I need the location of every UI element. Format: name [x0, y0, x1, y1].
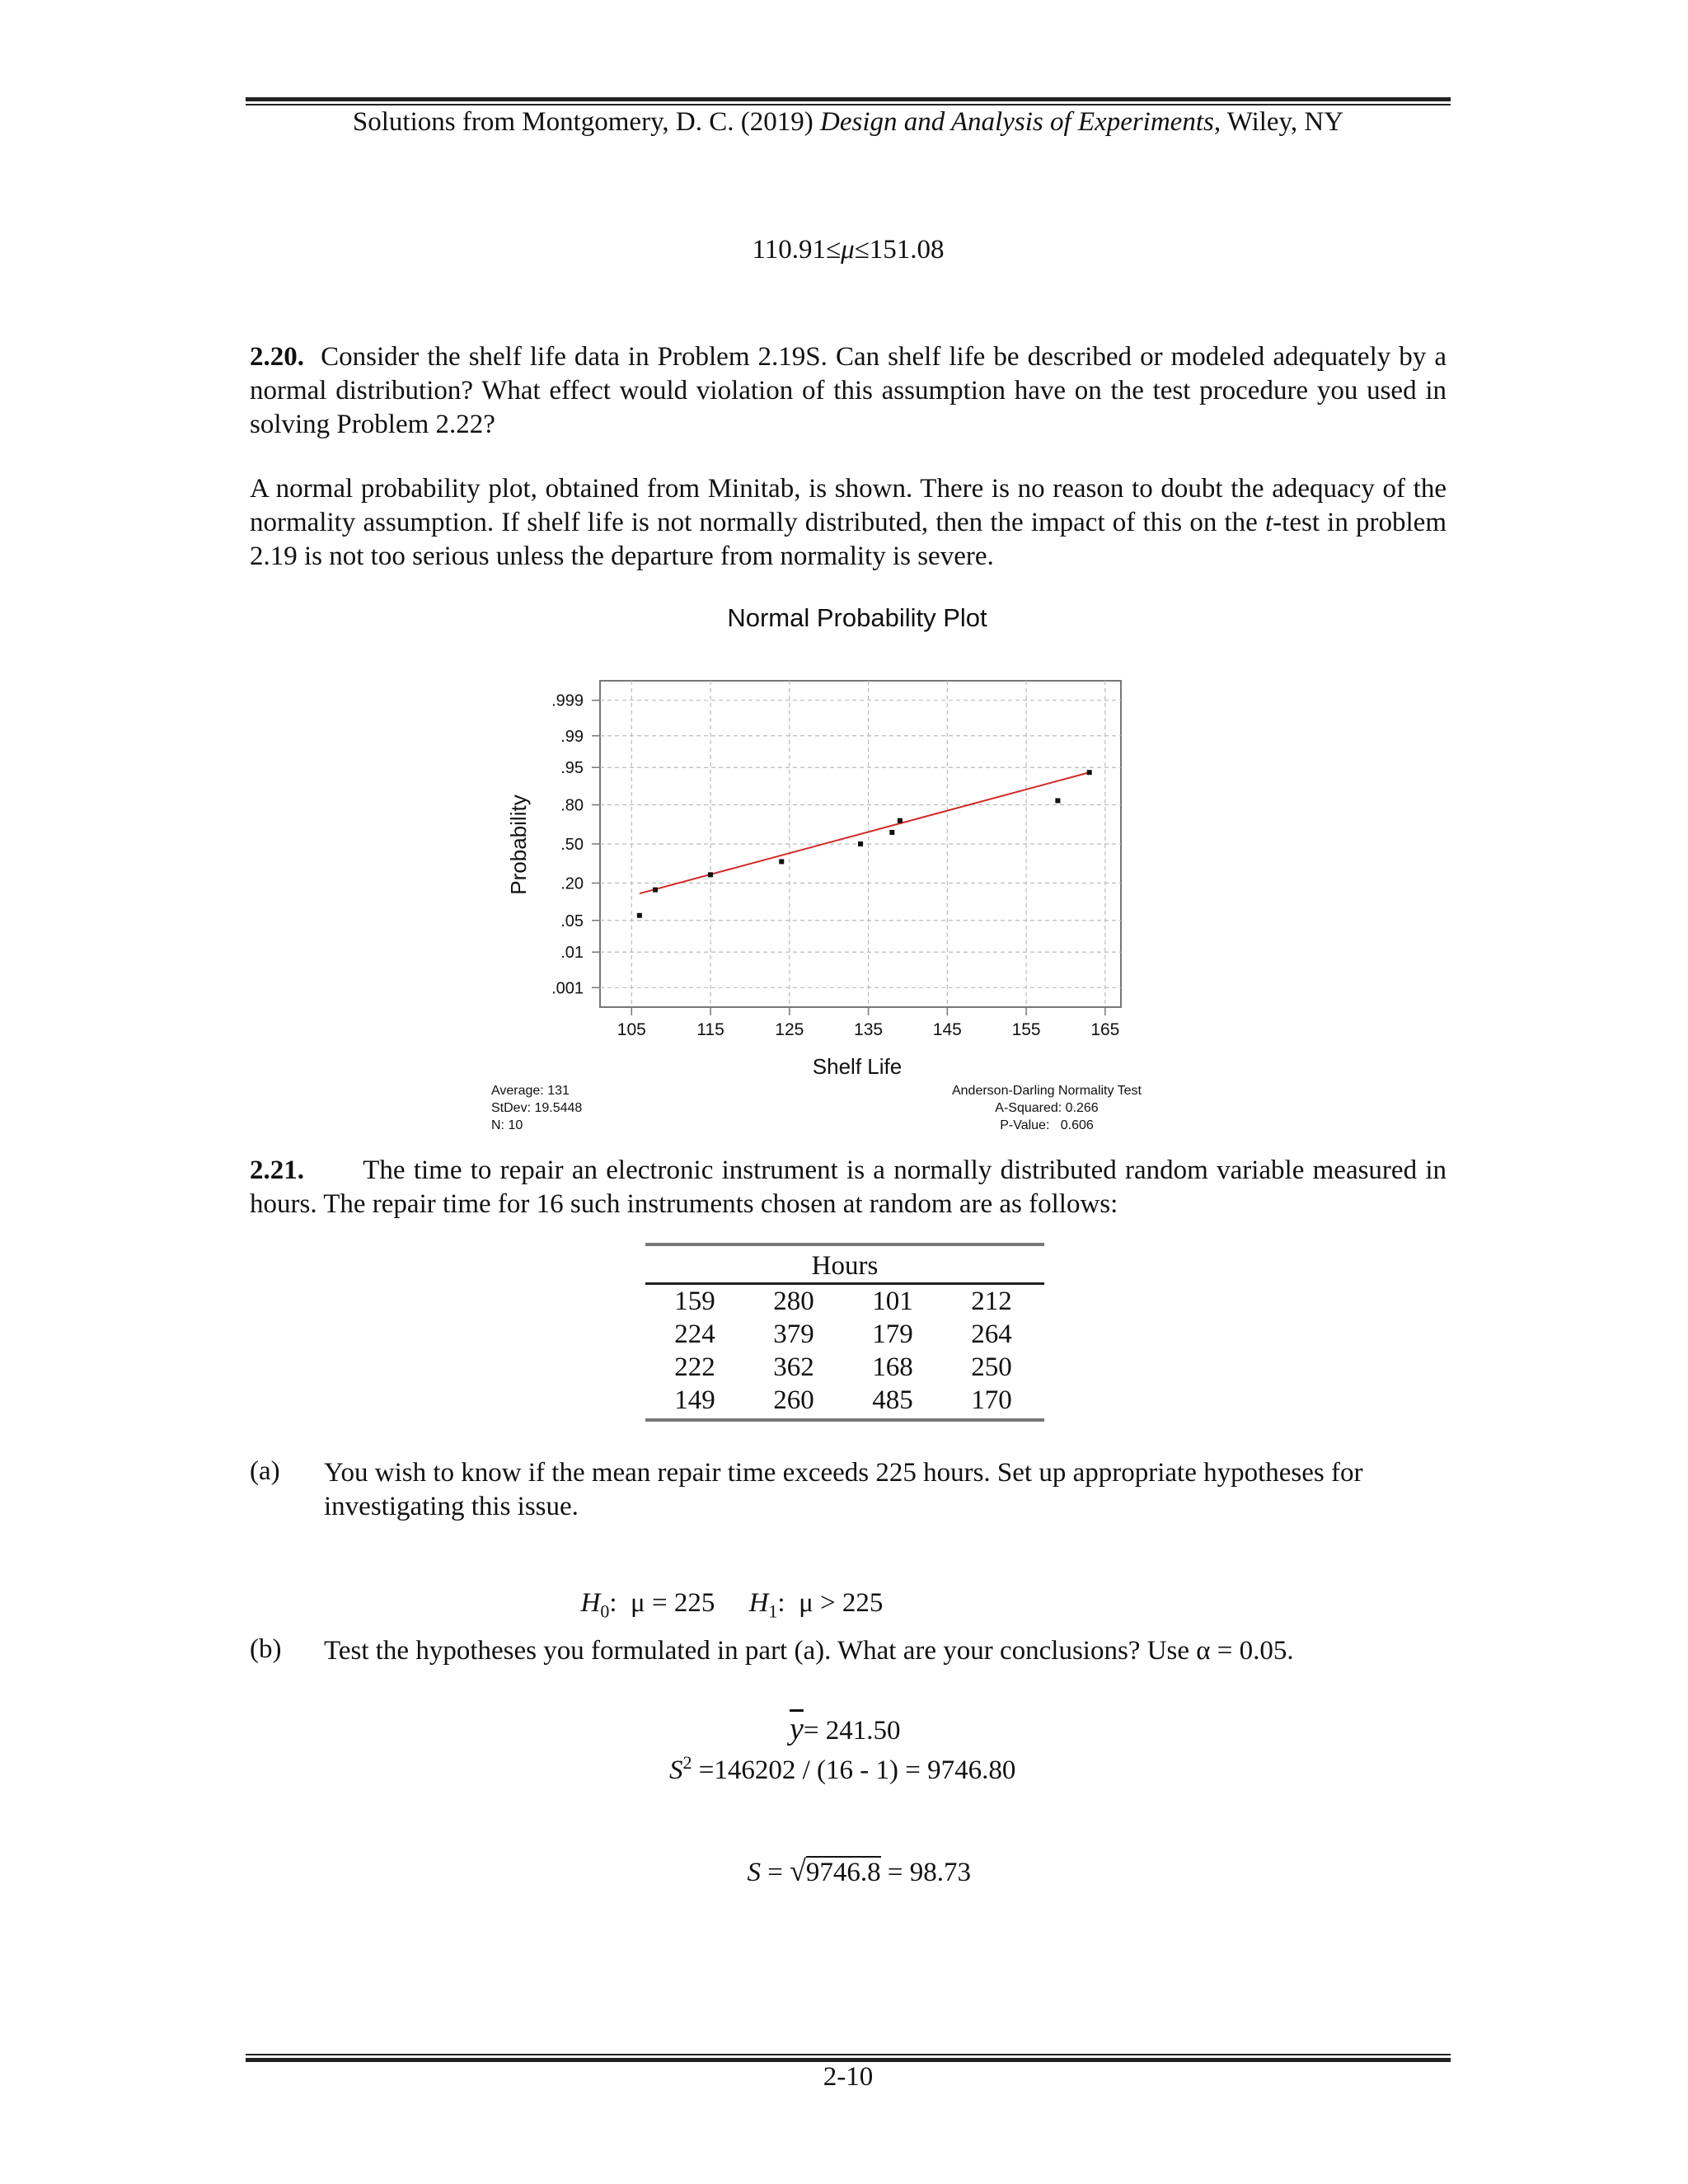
part-b-label: (b) — [250, 1634, 282, 1664]
answer-text-1: A normal probability plot, obtained from Minitab, is shown. There is no reason to doubt the adequacy of the normality assumption. If shelf life is not normally distributed, then the impact of this on the — [250, 474, 1447, 537]
hypotheses — [567, 1558, 883, 1623]
y-tick-label: .05 — [560, 912, 584, 930]
s-symbol: S — [747, 1858, 761, 1887]
h0-rest: : μ = 225 — [609, 1588, 715, 1618]
le-symbol: ≤ — [825, 235, 842, 265]
running-header — [246, 107, 1451, 138]
ybar-equation — [790, 1711, 901, 1747]
hours-table — [645, 1285, 1041, 1417]
table-cell: 222 — [674, 1352, 715, 1382]
header-book-title: Design and Analysis of Experiments — [820, 107, 1214, 137]
h0-sub: 0 — [600, 1601, 610, 1622]
table-cell: 212 — [971, 1286, 1012, 1316]
x-tick-label: 115 — [696, 1020, 724, 1039]
y-axis-label: Probability — [506, 794, 531, 895]
h1-rest: : μ > 225 — [777, 1588, 884, 1618]
table-row — [645, 1384, 1041, 1417]
stat-average: Average: 131 — [491, 1084, 570, 1098]
table-row — [645, 1285, 1041, 1318]
table-cell: 168 — [872, 1352, 913, 1382]
ci-upper: 151.08 — [869, 235, 945, 265]
data-point — [708, 872, 713, 877]
data-point — [898, 818, 903, 823]
ybar-symbol: $\overline{y}$ — [790, 1712, 804, 1746]
table-cell: 264 — [971, 1319, 1012, 1349]
mu-symbol: μ — [841, 235, 855, 265]
table-top-rule — [645, 1243, 1044, 1246]
table-row — [645, 1318, 1041, 1351]
x-axis-label: Shelf Life — [812, 1054, 903, 1079]
y-tick-label: .20 — [560, 874, 584, 893]
answer-t: t — [1265, 508, 1273, 537]
data-point — [779, 859, 784, 864]
x-tick-label: 105 — [617, 1020, 646, 1039]
x-tick-label: 135 — [854, 1020, 884, 1039]
normal-probability-plot — [462, 593, 1187, 1137]
x-gridlines — [631, 681, 1105, 1015]
footer-rule-thin — [246, 2054, 1451, 2055]
h0-symbol: H — [580, 1588, 601, 1618]
table-cell: 379 — [773, 1319, 814, 1349]
s-rest: = 98.73 — [880, 1858, 972, 1887]
data-point — [1087, 770, 1092, 775]
table-header: Hours — [811, 1251, 879, 1281]
ad-a-squared: A-Squared: 0.266 — [995, 1101, 1099, 1115]
x-tick-label: 125 — [775, 1020, 804, 1039]
fit-line — [640, 772, 1090, 893]
problem-2-21-body: The time to repair an electronic instrument is a normally distributed random variable measured in hours. The repair time for 16 such instruments chosen at random are as follows: — [250, 1155, 1447, 1219]
header-rule-thick — [246, 97, 1451, 101]
table-cell: 260 — [773, 1385, 814, 1415]
data-point — [858, 841, 863, 846]
s2-rest: =146202 / (16 - 1) = 9746.80 — [692, 1755, 1016, 1785]
y-tick-label: .99 — [560, 727, 584, 746]
sqrt-icon: √ — [790, 1854, 806, 1887]
stat-n: N: 10 — [491, 1118, 523, 1132]
problem-2-20-answer — [250, 472, 1447, 574]
problem-text: Consider the shelf life data in Problem 2.19S. Can shelf life be described or modeled adequately by a normal distribution? What effect would violation of this assumption have on the test procedure you used in solving Problem 2.22? — [250, 342, 1447, 439]
table-cell: 224 — [674, 1319, 715, 1349]
part-a-label: (a) — [250, 1456, 280, 1486]
x-tick-label: 155 — [1011, 1020, 1041, 1039]
y-tick-labels — [551, 692, 584, 998]
x-tick-label: 145 — [932, 1020, 962, 1039]
table-cell: 159 — [674, 1286, 715, 1316]
problem-2-21-text — [250, 1154, 1447, 1221]
y-tick-label: .50 — [560, 836, 584, 854]
data-point — [1055, 798, 1060, 803]
table-cell: 101 — [872, 1286, 913, 1316]
y-tick-label: .999 — [551, 691, 584, 710]
page-number: 2-10 — [823, 2062, 874, 2092]
ci-lower: 110.91 — [752, 235, 826, 265]
table-bottom-rule — [645, 1418, 1044, 1422]
ad-test-title: Anderson-Darling Normality Test — [951, 1084, 1142, 1098]
stat-stdev: StDev: 19.5448 — [491, 1101, 583, 1115]
x-tick-labels — [617, 1020, 1120, 1039]
table-cell: 149 — [674, 1385, 715, 1415]
header-prefix: Solutions from Montgomery, D. C. (2019) — [352, 107, 820, 137]
h1-sub: 1 — [768, 1601, 778, 1622]
y-tick-label: .001 — [551, 979, 584, 998]
chart-stats-left — [491, 1082, 582, 1134]
s-eq: = — [761, 1858, 790, 1887]
part-b-text: Test the hypotheses you formulated in part (a). What are your conclusions? Use α = 0.05. — [324, 1636, 1294, 1666]
ybar-rest: = 241.50 — [803, 1716, 901, 1746]
table-cell: 179 — [872, 1319, 913, 1349]
ad-p-value: P-Value: 0.606 — [1000, 1118, 1094, 1132]
table-cell: 170 — [971, 1385, 1012, 1415]
chart-title: Normal Probability Plot — [727, 603, 987, 632]
sqrt-radicand: 9746.8 — [805, 1858, 881, 1887]
table-cell: 362 — [773, 1352, 814, 1382]
data-point — [653, 888, 658, 893]
table-cell: 485 — [872, 1385, 913, 1415]
data-point — [637, 913, 642, 918]
problem-number: 2.20. — [250, 342, 304, 372]
s2-sup: 2 — [682, 1752, 692, 1773]
table-cell: 280 — [773, 1286, 814, 1316]
x-tick-label: 165 — [1090, 1020, 1120, 1039]
header-rule-thin — [246, 104, 1451, 105]
y-tick-label: .80 — [560, 796, 584, 815]
table-cell: 250 — [971, 1352, 1012, 1382]
s2-symbol: S — [669, 1755, 683, 1785]
answer-text-2: -test in problem 2.19 is not too serious unless the departure from normality is severe. — [250, 508, 1447, 571]
chart-stats-right — [915, 1082, 1179, 1134]
header-suffix: , Wiley, NY — [1213, 107, 1344, 137]
part-a-text: You wish to know if the mean repair time exceeds 225 hours. Set up appropriate hypotheses for investigating this issue. — [324, 1458, 1363, 1521]
problem-number-2-21: 2.21. — [250, 1155, 304, 1185]
table-row — [645, 1351, 1041, 1384]
s-equation — [734, 1823, 971, 1888]
hours-table-container — [645, 1243, 1044, 1422]
problem-2-20-question — [250, 340, 1447, 442]
y-tick-label: .01 — [560, 944, 584, 963]
s2-equation — [669, 1752, 1015, 1786]
y-gridlines — [592, 701, 1121, 988]
le-symbol-2: ≤ — [854, 235, 870, 265]
ci-equation — [246, 235, 1451, 265]
h1-symbol: H — [748, 1588, 769, 1618]
y-tick-label: .95 — [560, 759, 584, 778]
data-point — [889, 830, 894, 835]
